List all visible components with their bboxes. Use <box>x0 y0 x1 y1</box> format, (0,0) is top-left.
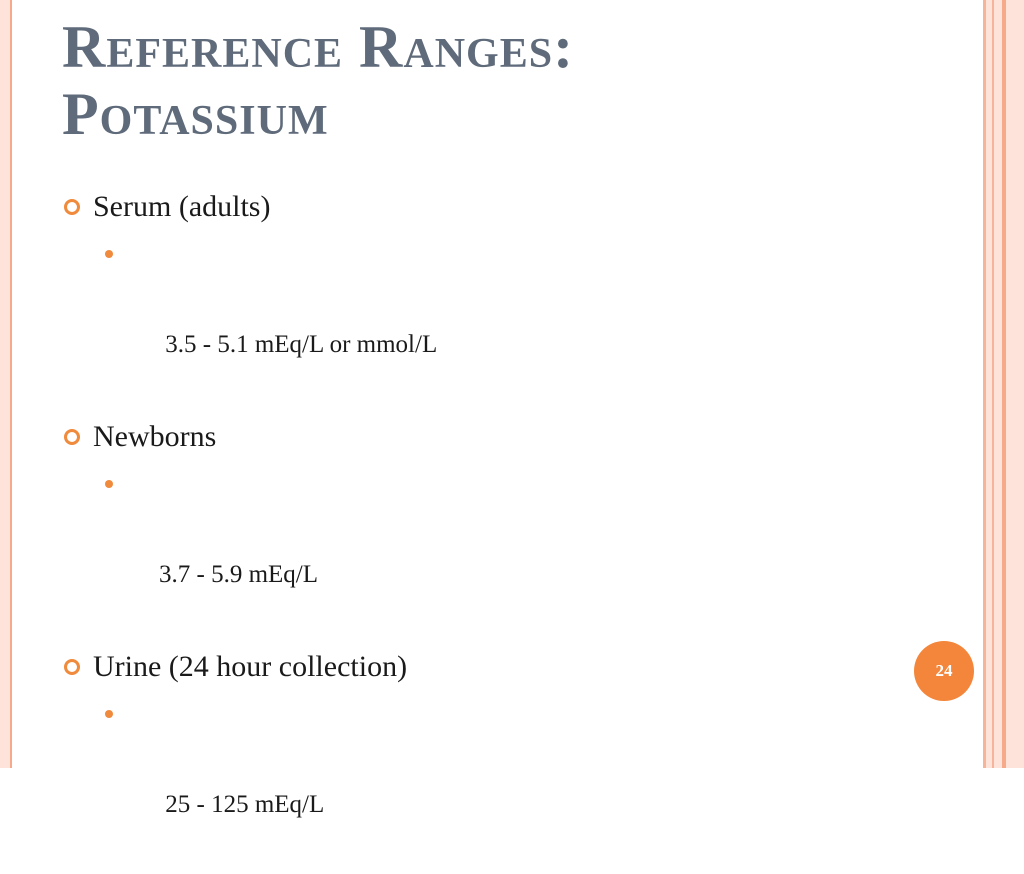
list-item-newborns <box>62 414 922 460</box>
sub-item-text: 3.5 - 5.1 mEq/L or mmol/L <box>159 331 438 358</box>
list-item-urine <box>62 644 922 690</box>
sub-item-text: 3.7 - 5.9 mEq/L <box>159 561 319 588</box>
sub-item-text: 25 - 125 mEq/L <box>159 791 325 818</box>
ring-bullet-icon <box>64 659 80 675</box>
slide-title-line-1: Reference Ranges: <box>62 14 575 80</box>
left-border-band <box>0 0 10 768</box>
page-number-badge <box>914 641 974 701</box>
list-item-serum <box>62 184 922 230</box>
sub-item-newborns-range <box>62 460 922 644</box>
sub-item-urine-range <box>62 690 922 874</box>
ring-bullet-icon <box>64 429 80 445</box>
right-border-stripes <box>978 0 1024 768</box>
page-number: 24 <box>935 661 953 680</box>
left-border-line <box>10 0 12 768</box>
slide-title <box>62 14 962 148</box>
list-item-label: Urine (24 hour collection) <box>93 650 408 683</box>
list-item-label: Serum (adults) <box>93 190 271 223</box>
sub-item-serum-range <box>62 230 922 414</box>
dot-bullet-icon <box>105 480 113 488</box>
dot-bullet-icon <box>105 250 113 258</box>
slide-title-line-2: Potassium <box>62 81 329 147</box>
bullet-list <box>62 184 922 874</box>
dot-bullet-icon <box>105 710 113 718</box>
list-item-label: Newborns <box>93 420 217 453</box>
ring-bullet-icon <box>64 199 80 215</box>
